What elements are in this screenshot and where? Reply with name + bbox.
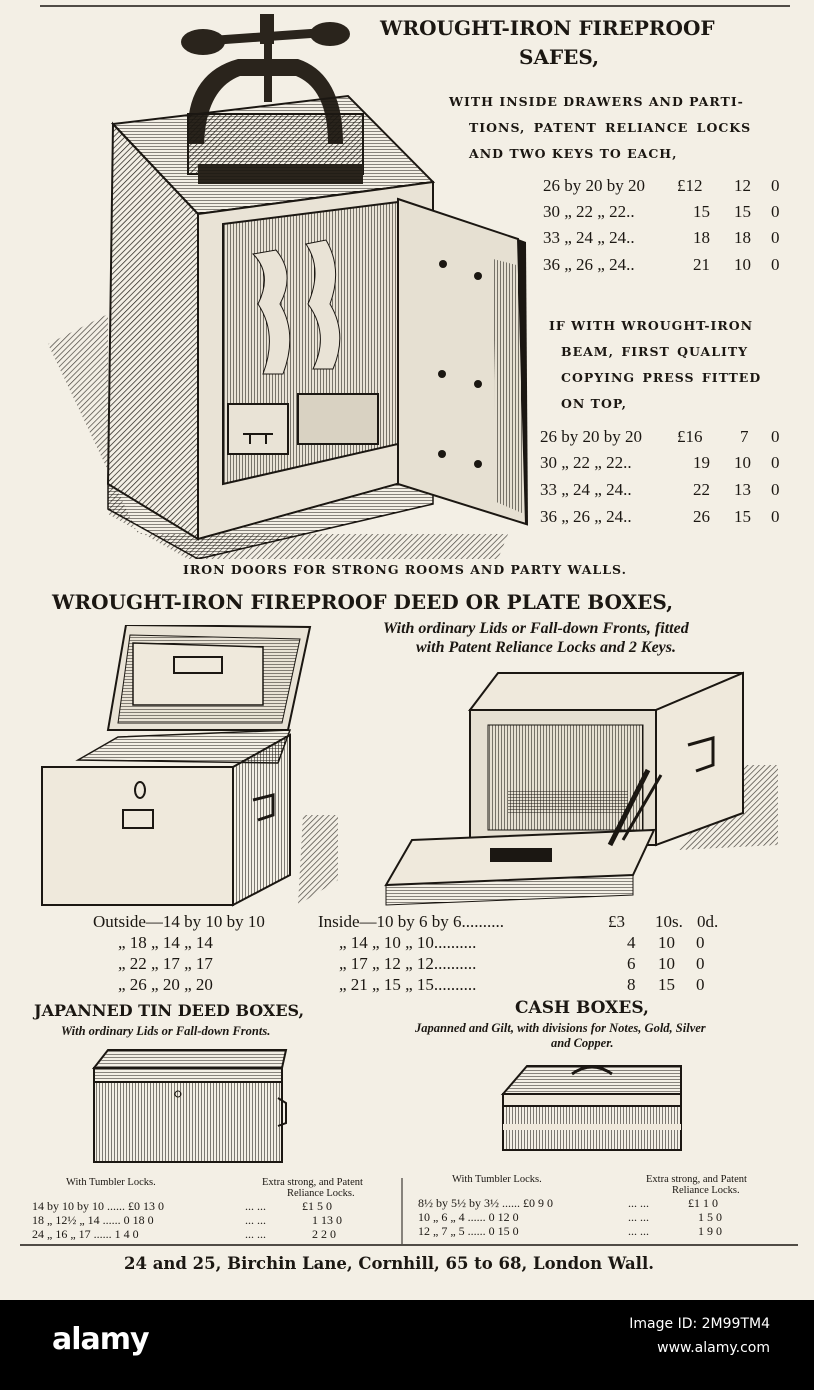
- deed-outside-dims: Outside—14 by 10 by 10: [93, 912, 265, 931]
- safes-title-line2: SAFES,: [519, 45, 600, 69]
- deed-pence: 0: [696, 954, 705, 973]
- press-desc-1: IF WITH WROUGHT-IRON: [549, 318, 754, 333]
- deed-boxes-subtitle-2: with Patent Reliance Locks and 2 Keys.: [416, 639, 676, 656]
- japanned-tumbler-price: 14 by 10 by 10 ...... £0 13 0: [32, 1199, 164, 1213]
- japanned-reliance-price: 1 13 0: [312, 1213, 342, 1227]
- japanned-tumbler-price: 24 „ 16 „ 17 ...... 1 4 0: [32, 1227, 139, 1241]
- safe-size: 36 „ 26 „ 24..: [543, 255, 635, 274]
- cash-reliance-price: 1 9 0: [698, 1224, 722, 1238]
- watermark-site: www.alamy.com: [657, 1340, 770, 1356]
- press-size: 30 „ 22 „ 22..: [540, 453, 632, 472]
- safe-shillings: 10: [734, 255, 751, 274]
- safes-desc-2: TIONS, PATENT RELIANCE LOCKS: [469, 120, 752, 135]
- cash-subtitle-2: and Copper.: [551, 1036, 614, 1050]
- press-shillings: 10: [734, 453, 751, 472]
- top-rule: [0, 0, 814, 10]
- press-size: 36 „ 26 „ 24..: [540, 507, 632, 526]
- safe-size: 30 „ 22 „ 22..: [543, 202, 635, 221]
- deed-inside-dims: „ 21 „ 15 „ 15..........: [339, 975, 477, 994]
- press-pence: 0: [771, 427, 780, 446]
- address-line: 24 and 25, Birchin Lane, Cornhill, 65 to 68, London Wall.: [124, 1254, 654, 1273]
- press-pounds: 22: [693, 480, 710, 499]
- deed-pounds: 8: [627, 975, 636, 994]
- japanned-title: JAPANNED TIN DEED BOXES,: [34, 1001, 305, 1020]
- deed-outside-dims: „ 18 „ 14 „ 14: [118, 933, 213, 952]
- watermark-info: [540, 1312, 770, 1360]
- deed-pounds: 6: [627, 954, 636, 973]
- japanned-col1-head: With Tumbler Locks.: [66, 1177, 156, 1188]
- safe-pence: 0: [771, 202, 780, 221]
- cash-tumbler-price: 12 „ 7 „ 5 ...... 0 15 0: [418, 1224, 519, 1238]
- japanned-dots: ... ...: [245, 1213, 266, 1227]
- deed-inside-dims: Inside—10 by 6 by 6..........: [318, 912, 505, 931]
- press-pounds: 26: [693, 507, 710, 526]
- press-shillings: 7: [740, 427, 749, 446]
- bottom-divider: [400, 1178, 404, 1244]
- deed-shillings: 10: [658, 933, 675, 952]
- japanned-reliance-price: 2 2 0: [312, 1227, 336, 1241]
- press-shillings: 13: [734, 480, 751, 499]
- cash-dots: ... ...: [628, 1196, 649, 1210]
- safe-pounds: 18: [693, 228, 710, 247]
- press-desc-4: ON TOP,: [561, 396, 627, 411]
- japanned-subtitle: With ordinary Lids or Fall-down Fronts.: [61, 1024, 271, 1038]
- safes-desc-3: AND TWO KEYS TO EACH,: [469, 146, 678, 161]
- japanned-col2-head-2: Reliance Locks.: [287, 1188, 355, 1199]
- japanned-col2-head-1: Extra strong, and Patent: [262, 1177, 363, 1188]
- press-desc-2: BEAM, FIRST QUALITY: [561, 344, 749, 359]
- cash-dots: ... ...: [628, 1224, 649, 1238]
- safe-shillings: 12: [734, 176, 751, 195]
- safe-shillings: 15: [734, 202, 751, 221]
- cash-tumbler-price: 10 „ 6 „ 4 ...... 0 12 0: [418, 1210, 519, 1224]
- safe-pence: 0: [771, 228, 780, 247]
- cash-col2-head-2: Reliance Locks.: [672, 1185, 740, 1196]
- safe-shillings: 18: [734, 228, 751, 247]
- japanned-dots: ... ...: [245, 1199, 266, 1213]
- safes-desc-1: WITH INSIDE DRAWERS AND PARTI-: [449, 94, 744, 109]
- japanned-tumbler-price: 18 „ 12½ „ 14 ...... 0 18 0: [32, 1213, 154, 1227]
- deed-box-open-lid-illustration: [38, 625, 338, 910]
- deed-pounds: £3: [608, 912, 625, 931]
- press-pounds: £16: [677, 427, 703, 446]
- cash-reliance-price: £1 1 0: [688, 1196, 718, 1210]
- deed-shillings: 10s.: [655, 912, 683, 931]
- press-pence: 0: [771, 507, 780, 526]
- deed-outside-dims: „ 22 „ 17 „ 17: [118, 954, 213, 973]
- cash-subtitle-1: Japanned and Gilt, with divisions for Notes, Gold, Silver: [415, 1021, 706, 1035]
- deed-pence: 0: [696, 975, 705, 994]
- deed-pence: 0: [696, 933, 705, 952]
- deed-shillings: 10: [658, 954, 675, 973]
- watermark-brand: alamy: [52, 1322, 149, 1357]
- safe-size: 33 „ 24 „ 24..: [543, 228, 635, 247]
- safes-title-line1: WROUGHT-IRON FIREPROOF: [380, 16, 715, 40]
- safe-pence: 0: [771, 255, 780, 274]
- address-rule: [0, 1243, 814, 1247]
- japanned-box-illustration: [90, 1048, 290, 1166]
- japanned-reliance-price: £1 5 0: [302, 1199, 332, 1213]
- japanned-dots: ... ...: [245, 1227, 266, 1241]
- cash-dots: ... ...: [628, 1210, 649, 1224]
- press-size: 33 „ 24 „ 24..: [540, 480, 632, 499]
- cash-box-illustration: [497, 1064, 687, 1154]
- press-shillings: 15: [734, 507, 751, 526]
- safe-pounds: £12: [677, 176, 703, 195]
- press-size: 26 by 20 by 20: [540, 427, 642, 446]
- deed-box-fall-front-illustration: [378, 665, 778, 910]
- safe-pence: 0: [771, 176, 780, 195]
- press-pounds: 19: [693, 453, 710, 472]
- safe-pounds: 21: [693, 255, 710, 274]
- deed-pounds: 4: [627, 933, 636, 952]
- cash-reliance-price: 1 5 0: [698, 1210, 722, 1224]
- cash-col2-head-1: Extra strong, and Patent: [646, 1174, 747, 1185]
- deed-boxes-title: WROUGHT-IRON FIREPROOF DEED OR PLATE BOXES,: [52, 590, 674, 614]
- cash-col1-head: With Tumbler Locks.: [452, 1174, 542, 1185]
- safe-size: 26 by 20 by 20: [543, 176, 645, 195]
- watermark-image-id: Image ID: 2M99TM4: [629, 1316, 770, 1332]
- deed-inside-dims: „ 14 „ 10 „ 10..........: [339, 933, 477, 952]
- deed-boxes-subtitle-1: With ordinary Lids or Fall-down Fronts, fitted: [383, 620, 689, 637]
- press-desc-3: COPYING PRESS FITTED: [561, 370, 762, 385]
- deed-outside-dims: „ 26 „ 20 „ 20: [118, 975, 213, 994]
- deed-inside-dims: „ 17 „ 12 „ 12..........: [339, 954, 477, 973]
- cash-title: CASH BOXES,: [515, 998, 649, 1018]
- press-pence: 0: [771, 453, 780, 472]
- safe-pounds: 15: [693, 202, 710, 221]
- deed-pence: 0d.: [697, 912, 719, 931]
- cash-tumbler-price: 8½ by 5½ by 3½ ...... £0 9 0: [418, 1196, 553, 1210]
- press-pence: 0: [771, 480, 780, 499]
- deed-shillings: 15: [658, 975, 675, 994]
- iron-doors-caption: IRON DOORS FOR STRONG ROOMS AND PARTY WALLS.: [183, 562, 627, 577]
